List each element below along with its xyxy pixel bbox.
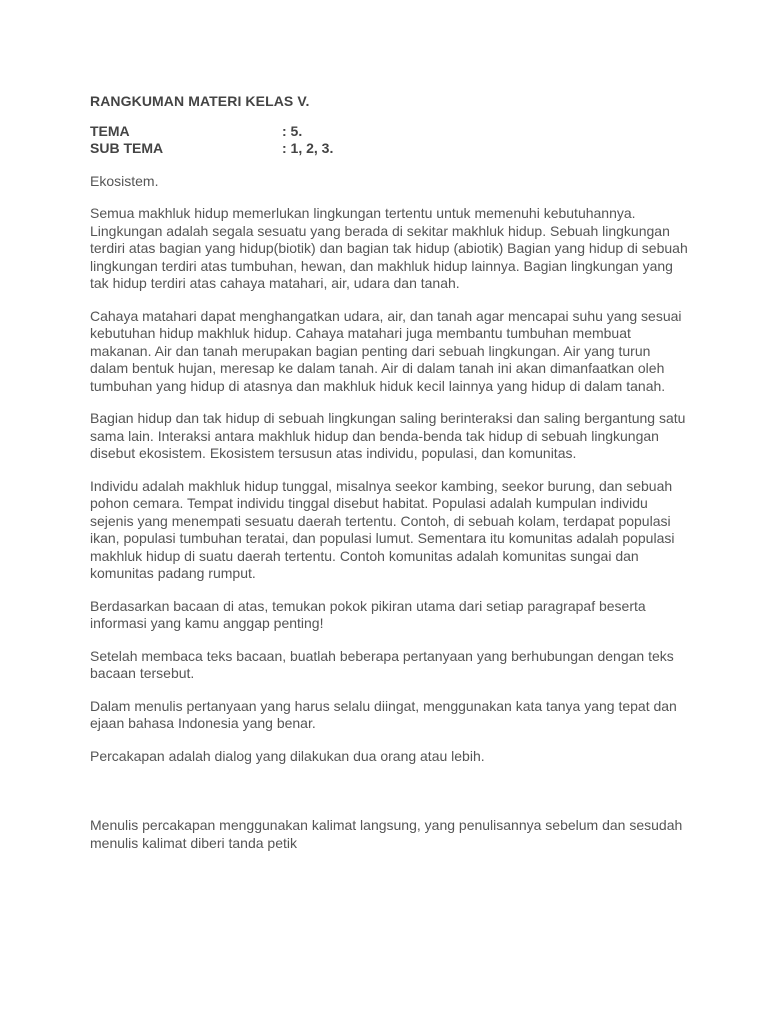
paragraph: Bagian hidup dan tak hidup di sebuah lingkungan saling berinteraksi dan saling bergantung satu sama lain. Interaksi antara makhluk hidup dan benda-benda tak hidup di sebuah lingkungan disebut ekosistem. Ekosistem tersusun atas individu, populasi, dan komunitas.	[90, 410, 686, 461]
paragraph: Individu adalah makhluk hidup tunggal, misalnya seekor kambing, seekor burung, dan sebuah pohon cemara. Tempat individu tinggal disebut habitat. Populasi adalah kumpulan individu sejenis yang menempati sesuatu daerah tertentu. Contoh, di sebuah kolam, terdapat populasi ikan, populasi tumbuhan teratai, dan populasi lumut. Sementara itu komunitas adalah populasi makhluk hidup di suatu daerah tertentu. Contoh komunitas adalah komunitas sungai dan komunitas padang rumput.	[90, 477, 675, 581]
paragraph: Semua makhluk hidup memerlukan lingkungan tertentu untuk memenuhi kebutuhannya. Lingkungan adalah segala sesuatu yang berada di sekitar makhluk hidup. Sebuah lingkungan terdiri atas bagian yang hidup(biotik) dan bagian tak hidup (abiotik) Bagian yang hidup di sebuah lingkungan terdiri atas tumbuhan, hewan, dan makhluk hidup lainnya. Bagian lingkungan yang tak hidup terdiri atas cahaya matahari, air, udara dan tanah.	[90, 205, 688, 291]
meta-key: TEMA	[90, 122, 130, 139]
document-page	[90, 93, 690, 867]
closing-paragraph: Menulis percakapan menggunakan kalimat langsung, yang penulisannya sebelum dan sesudah menulis kalimat diberi tanda petik	[90, 817, 683, 851]
paragraph: Setelah membaca teks bacaan, buatlah beberapa pertanyaan yang berhubungan dengan teks bacaan tersebut.	[90, 647, 674, 681]
meta-value: : 5.	[282, 122, 303, 139]
meta-block	[90, 123, 690, 158]
meta-key: SUB TEMA	[90, 140, 164, 156]
meta-row-tema	[90, 123, 690, 141]
meta-value: : 1, 2, 3.	[282, 140, 334, 156]
paragraph: Cahaya matahari dapat menghangatkan udara, air, dan tanah agar mencapai suhu yang sesuai kebutuhan hidup makhluk hidup. Cahaya matahari juga membantu tumbuhan membuat makanan. Air dan tanah merupakan bagian penting dari sebuah lingkungan. Air yang turun dalam bentuk hujan, meresap ke dalam tanah. Air di dalam tanah ini akan dimanfaatkan oleh tumbuhan yang hidup di atasnya dan makhluk hiduk kecil lainnya yang hidup di dalam tanah.	[90, 307, 682, 394]
paragraph: Berdasarkan bacaan di atas, temukan pokok pikiran utama dari setiap paragrapaf beserta informasi yang kamu anggap penting!	[90, 597, 646, 631]
section-heading: Ekosistem.	[90, 172, 159, 189]
paragraph: Percakapan adalah dialog yang dilakukan dua orang atau lebih.	[90, 747, 485, 764]
paragraph: Dalam menulis pertanyaan yang harus selalu diingat, menggunakan kata tanya yang tepat dan ejaan bahasa Indonesia yang benar.	[90, 697, 677, 731]
blank-space	[90, 780, 690, 817]
meta-row-sub-tema	[90, 140, 690, 158]
document-title: RANGKUMAN MATERI KELAS V.	[90, 93, 310, 109]
